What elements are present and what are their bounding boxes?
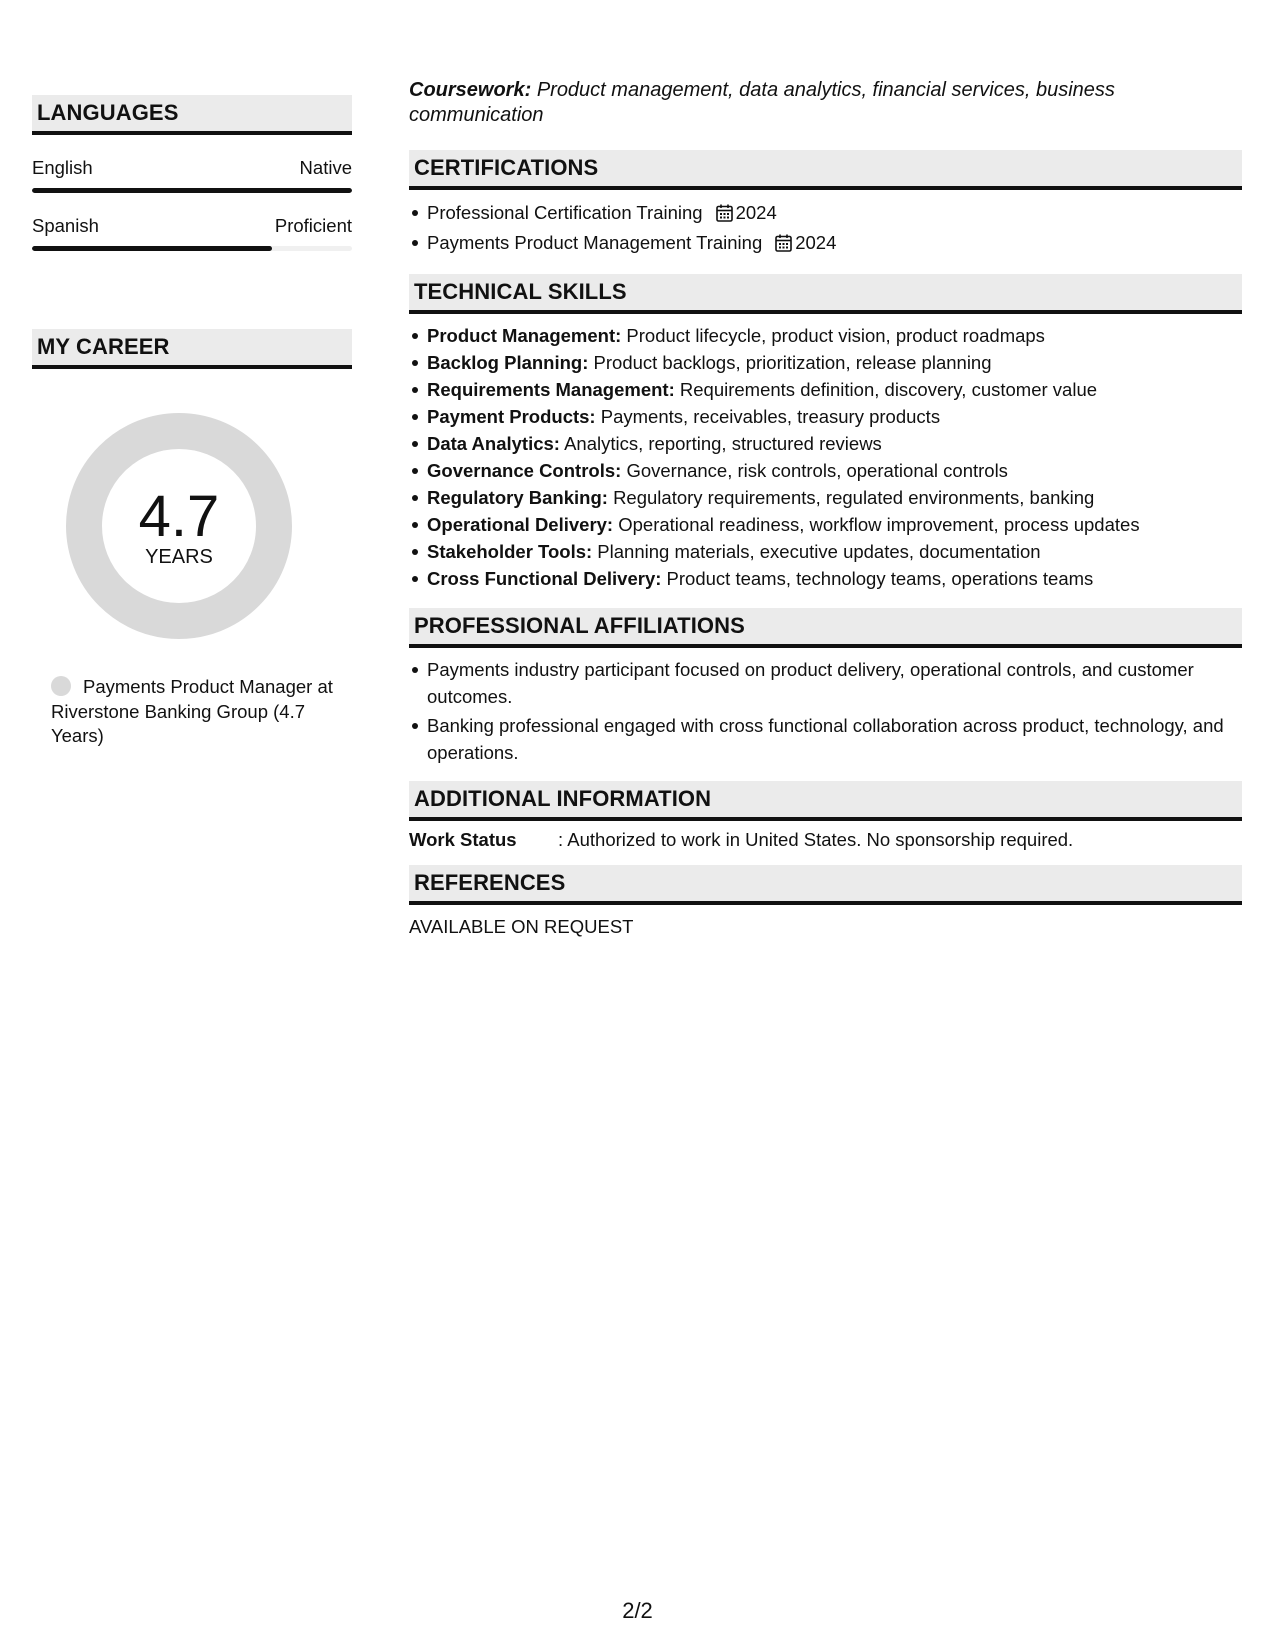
additional-info-heading: ADDITIONAL INFORMATION (409, 781, 1242, 821)
language-proficiency-fill (32, 246, 272, 251)
affiliations-section (409, 608, 1242, 766)
skill-text: Product teams, technology teams, operations teams (666, 568, 1094, 589)
skill-text: Planning materials, executive updates, documentation (597, 541, 1041, 562)
skill-label: Governance Controls: (427, 460, 622, 481)
career-heading: MY CAREER (32, 329, 352, 369)
skill-text: Requirements definition, discovery, customer value (679, 379, 1098, 400)
calendar-icon (775, 232, 792, 259)
language-level: Proficient (274, 215, 352, 236)
language-item-spanish (32, 215, 352, 251)
skill-item (427, 322, 1242, 349)
skill-text: Operational readiness, workflow improvement, process updates (618, 514, 1140, 535)
certification-name: Payments Product Management Training (427, 232, 763, 253)
skill-text: Analytics, reporting, structured reviews (564, 433, 882, 454)
work-status-label: Work Status (409, 829, 517, 850)
certifications-section (409, 150, 1242, 259)
skill-label: Payment Products: (427, 406, 596, 427)
skill-item (427, 457, 1242, 484)
certifications-heading: CERTIFICATIONS (409, 150, 1242, 190)
career-section (32, 329, 352, 749)
skill-item (427, 349, 1242, 376)
career-entry (51, 675, 341, 749)
language-proficiency-fill (32, 188, 352, 193)
certification-item (427, 229, 1242, 259)
affiliation-item: Payments industry participant focused on product delivery, operational controls, and customer outcomes. (427, 656, 1242, 710)
certification-year: 2024 (735, 202, 777, 223)
references-heading: REFERENCES (409, 865, 1242, 905)
work-status-row (409, 828, 1242, 852)
career-entry-text: Payments Product Manager at Riverstone Banking Group (4.7 Years) (51, 676, 333, 746)
affiliations-heading: PROFESSIONAL AFFILIATIONS (409, 608, 1242, 648)
languages-heading: LANGUAGES (32, 95, 352, 135)
work-status-value: : Authorized to work in United States. No sponsorship required. (558, 829, 1074, 850)
language-name: English (32, 157, 93, 178)
career-years-value: 4.7 (138, 484, 220, 549)
language-item-english (32, 157, 352, 193)
skill-label: Operational Delivery: (427, 514, 614, 535)
skill-label: Product Management: (427, 325, 622, 346)
references-text: AVAILABLE ON REQUEST (409, 916, 634, 937)
skill-item (427, 565, 1242, 592)
career-dot-icon (51, 676, 71, 696)
coursework (409, 78, 1242, 127)
technical-skills-heading: TECHNICAL SKILLS (409, 274, 1242, 314)
skill-item (427, 430, 1242, 457)
skill-item (427, 538, 1242, 565)
main-content (409, 78, 1242, 939)
certification-year: 2024 (795, 232, 837, 253)
skill-label: Requirements Management: (427, 379, 675, 400)
career-years-unit: YEARS (145, 546, 213, 568)
technical-skills-list (409, 322, 1242, 592)
certification-name: Professional Certification Training (427, 202, 703, 223)
skill-text: Governance, risk controls, operational controls (626, 460, 1008, 481)
skill-item (427, 376, 1242, 403)
skill-text: Product backlogs, prioritization, release planning (593, 352, 992, 373)
references-section (409, 865, 1242, 939)
language-level: Native (299, 157, 352, 178)
career-years-donut (66, 413, 292, 639)
skill-label: Backlog Planning: (427, 352, 589, 373)
skill-text: Payments, receivables, treasury products (600, 406, 941, 427)
affiliation-item: Banking professional engaged with cross functional collaboration across product, technology, and operations. (427, 712, 1242, 766)
sidebar (32, 95, 352, 749)
languages-section (32, 95, 352, 251)
skill-item (427, 511, 1242, 538)
coursework-label: Coursework: (409, 79, 532, 101)
language-name: Spanish (32, 215, 99, 236)
skill-text: Product lifecycle, product vision, product roadmaps (626, 325, 1045, 346)
page-number: 2/2 (622, 1598, 653, 1623)
skill-label: Cross Functional Delivery: (427, 568, 662, 589)
additional-info-section (409, 781, 1242, 852)
skill-label: Stakeholder Tools: (427, 541, 593, 562)
coursework-text: Product management, data analytics, financial services, business communication (409, 79, 1115, 126)
skill-item (427, 403, 1242, 430)
skill-label: Regulatory Banking: (427, 487, 608, 508)
language-proficiency-bar (32, 246, 352, 251)
affiliations-list (409, 656, 1242, 766)
skill-label: Data Analytics: (427, 433, 560, 454)
skill-item (427, 484, 1242, 511)
certification-item (427, 199, 1242, 229)
skill-text: Regulatory requirements, regulated environments, banking (613, 487, 1095, 508)
calendar-icon (716, 202, 733, 229)
language-proficiency-bar (32, 188, 352, 193)
technical-skills-section (409, 274, 1242, 592)
certifications-list (409, 199, 1242, 259)
